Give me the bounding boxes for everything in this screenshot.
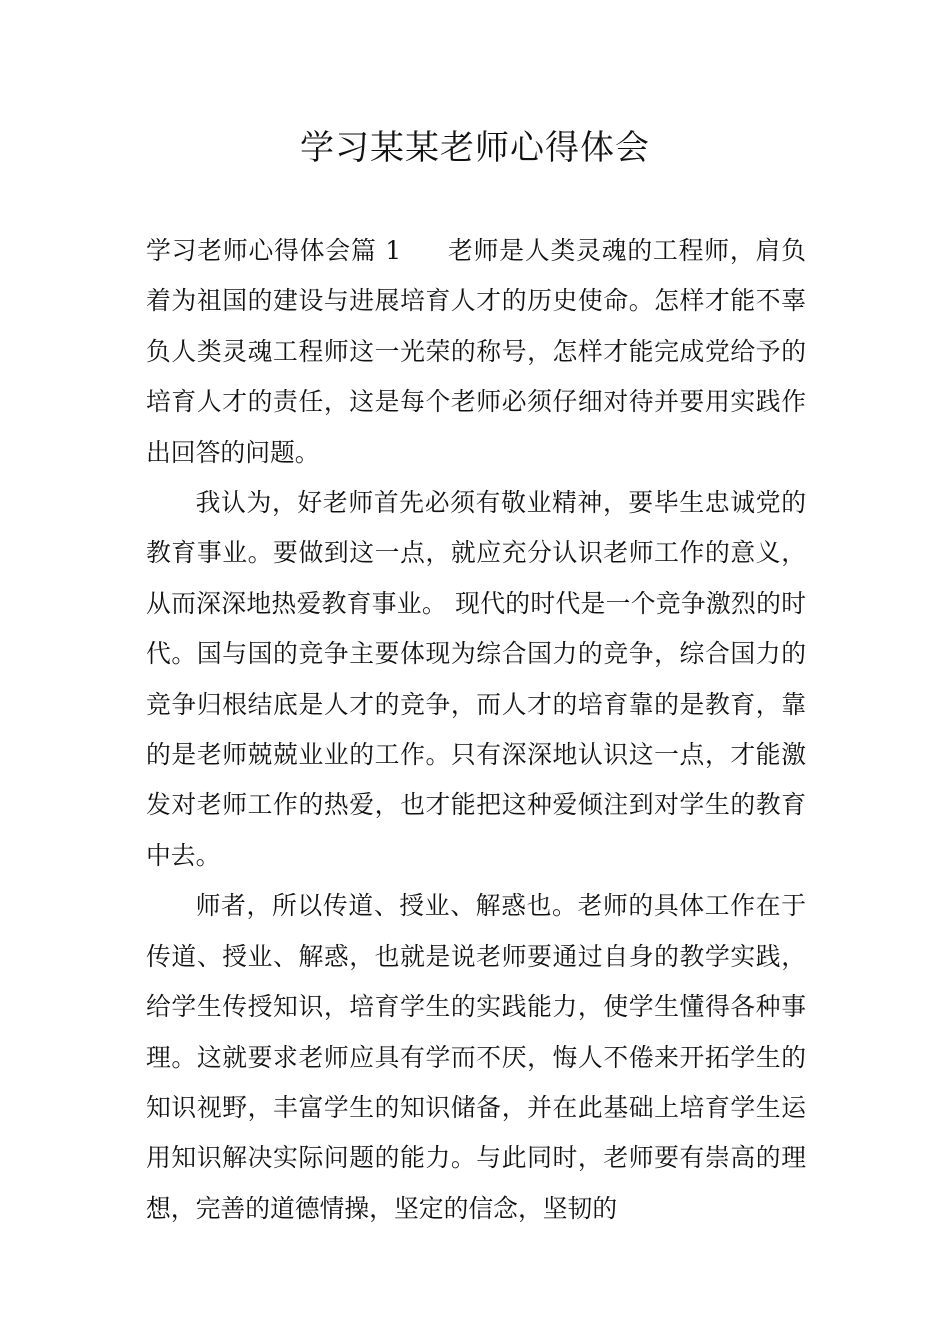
section-heading: 学习老师心得体会篇 1 [146,236,402,265]
paragraph-1-text: 老师是人类灵魂的工程师，肩负着为祖国的建设与进展培育人才的历史使命。怎样才能不辜负人类灵魂工程师这一光荣的称号，怎样才能完成党给予的培育人才的责任，这是每个老师必须仔细对待并要用实践作出回答的问题。 [146,236,806,467]
document-body [146,226,806,1234]
paragraph-1 [146,226,806,478]
paragraph-2: 我认为，好老师首先必须有敬业精神，要毕生忠诚党的教育事业。要做到这一点，就应充分认识老师工作的意义，从而深深地热爱教育事业。 现代的时代是一个竞争激烈的时代。国与国的竞争主要体现为综合国力的竞争，综合国力的竞争归根结底是人才的竞争，而人才的培育靠的是教育，靠的是老师兢兢业业的工作。只有深深地认识这一点，才能激发对老师工作的热爱，也才能把这种爱倾注到对学生的教育中去。 [146,488,806,870]
paragraph-3: 师者，所以传道、授业、解惑也。老师的具体工作在于传道、授业、解惑，也就是说老师要通过自身的教学实践，给学生传授知识，培育学生的实践能力，使学生懂得各种事理。这就要求老师应具有学而不厌，悔人不倦来开拓学生的知识视野，丰富学生的知识储备，并在此基础上培育学生运用知识解决实际问题的能力。与此同时，老师要有崇高的理想，完善的道德情操，坚定的信念，坚韧的 [146,891,806,1223]
document-title: 学习某某老师心得体会 [300,128,650,168]
